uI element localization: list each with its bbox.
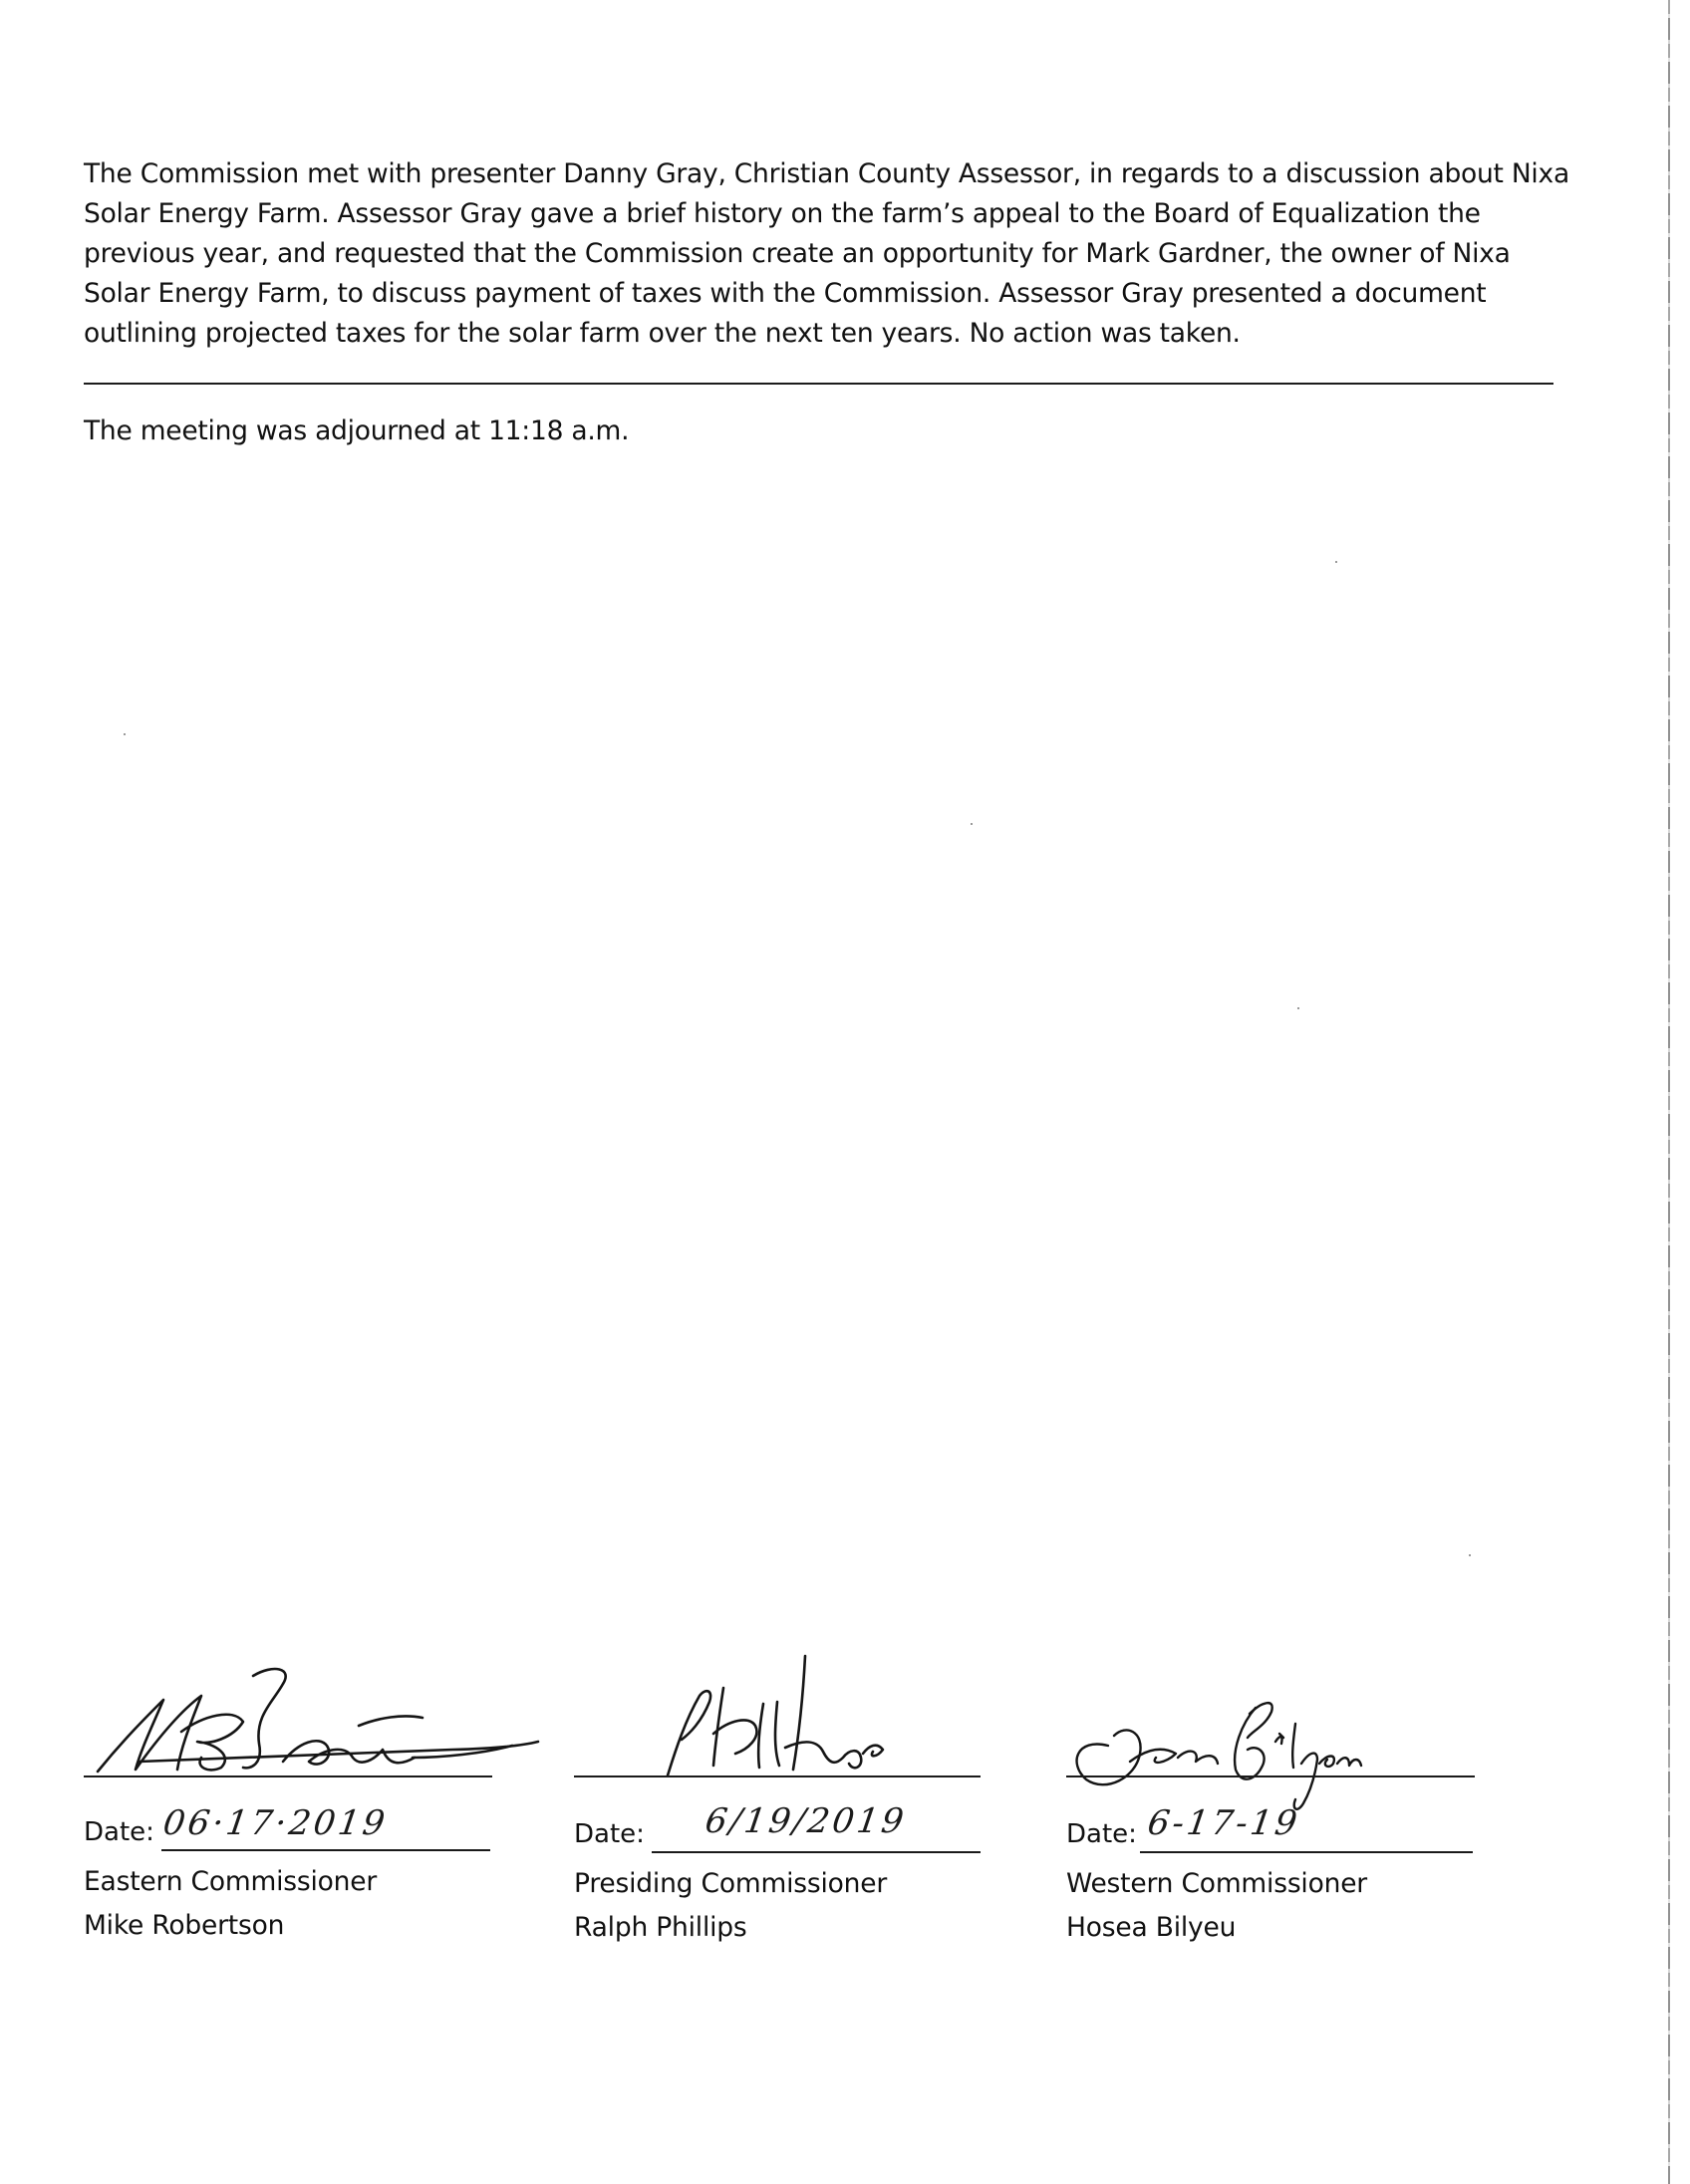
date-value-handwritten: 6-17-19 (1145, 1803, 1302, 1843)
scan-edge-artifact (1668, 0, 1670, 2184)
signature-mike-robertson (84, 1654, 562, 1783)
signature-ralph-phillips (574, 1654, 992, 1783)
signature-block-presiding (574, 1654, 1052, 1983)
date-value-handwritten: 6/19/2019 (703, 1801, 910, 1841)
date-line (161, 1849, 490, 1851)
scan-speck (124, 733, 126, 735)
minutes-paragraph: The Commission met with presenter Danny Gray, Christian County Assessor, in regards to a discussion about Nixa Solar Energy Farm. Assessor Gray gave a brief history on the farm’s appeal to the Board of Equalization the previous year, and requested that the Commission create an opportunity for Mark Gardner, the owner of Nixa Solar Energy Farm, to discuss payment of taxes with the Commission. Assessor Gray presented a document outlining projected taxes for the solar farm over the next ten years. No action was taken. (84, 157, 1569, 349)
commissioner-name: Hosea Bilyeu (1066, 1912, 1237, 1943)
scan-speck (1335, 561, 1337, 563)
commissioner-title: Western Commissioner (1066, 1868, 1367, 1899)
scan-speck (1469, 1554, 1471, 1556)
signature-line (84, 1775, 492, 1777)
date-label: Date: (84, 1817, 154, 1847)
commissioner-name: Ralph Phillips (574, 1912, 747, 1943)
commissioner-title: Presiding Commissioner (574, 1868, 888, 1899)
date-label: Date: (1066, 1819, 1137, 1849)
scan-speck (971, 823, 973, 825)
signature-block-western (1066, 1654, 1545, 1983)
adjournment-text: The meeting was adjourned at 11:18 a.m. (84, 415, 630, 446)
signature-line (1066, 1775, 1475, 1777)
commissioner-name: Mike Robertson (84, 1910, 285, 1941)
date-line (1140, 1851, 1473, 1853)
section-divider (84, 383, 1553, 385)
date-value-handwritten: 06·17·2019 (160, 1803, 391, 1843)
commissioner-title: Eastern Commissioner (84, 1866, 378, 1897)
scan-speck (1297, 1007, 1299, 1009)
date-line (652, 1851, 981, 1853)
date-label: Date: (574, 1819, 645, 1849)
signature-block-eastern (84, 1654, 562, 1983)
signature-line (574, 1775, 981, 1777)
